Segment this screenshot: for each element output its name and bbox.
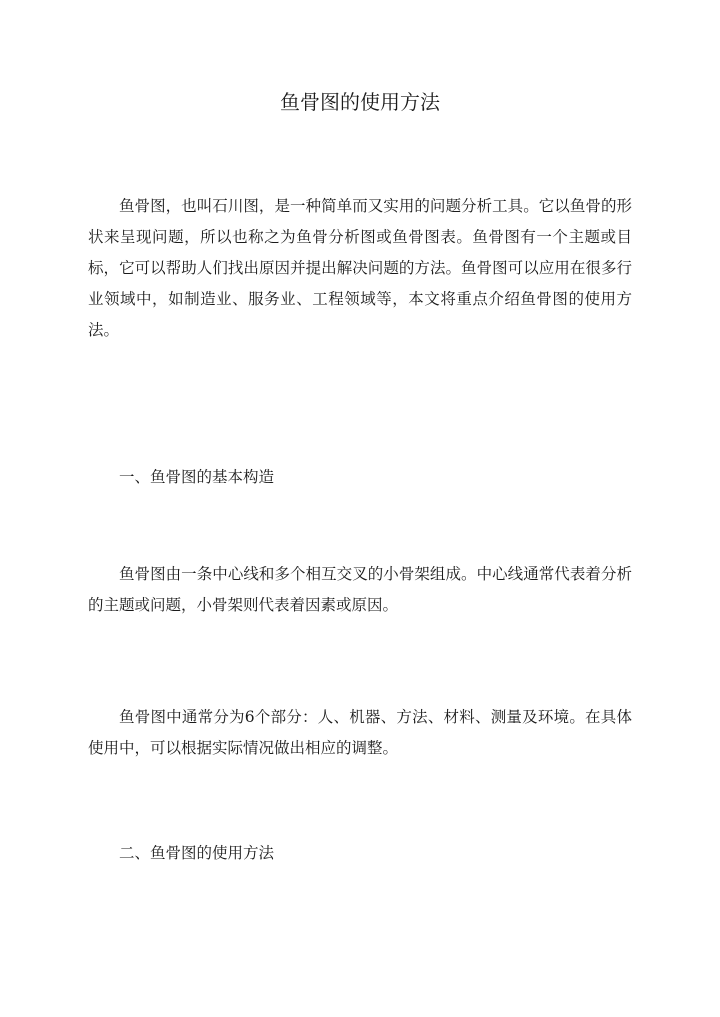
intro-paragraph: 鱼骨图，也叫石川图，是一种简单而又实用的问题分析工具。它以鱼骨的形状来呈现问题，所以也称之为鱼骨分析图或鱼骨图表。鱼骨图有一个主题或目标，它可以帮助人们找出原因并提出解决问题的方法。鱼骨图可以应用在很多行业领域中，如制造业、服务业、工程领域等，本文将重点介绍鱼骨图的使用方法。 [88, 197, 632, 339]
structure-paragraph: 鱼骨图由一条中心线和多个相互交叉的小骨架组成。中心线通常代表着分析的主题或问题，小骨架则代表着因素或原因。 [88, 565, 632, 614]
page-title: 鱼骨图的使用方法 [280, 90, 440, 114]
parts-paragraph: 鱼骨图中通常分为6个部分：人、机器、方法、材料、测量及环境。在具体使用中，可以根据实际情况做出相应的调整。 [88, 708, 632, 757]
section-heading-2: 二、鱼骨图的使用方法 [119, 844, 275, 862]
section-heading-1: 一、鱼骨图的基本构造 [119, 468, 275, 486]
